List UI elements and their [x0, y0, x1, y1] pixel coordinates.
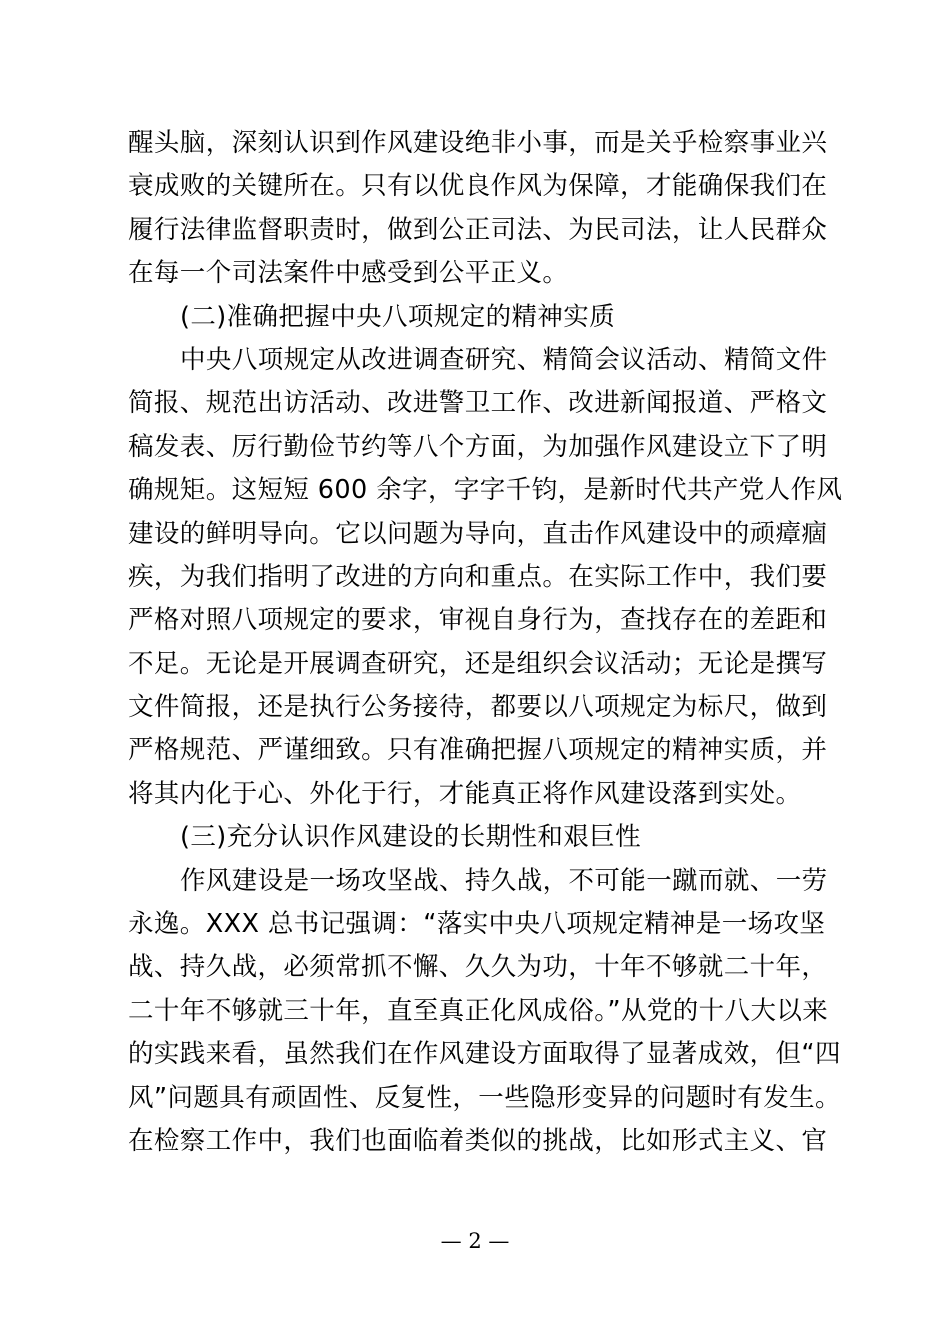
text-line: 确规矩。这短短 600 余字，字字千钧，是新时代共产党人作风 — [128, 475, 843, 506]
text-line: 将其内化于心、外化于行，才能真正将作风建设落到实处。 — [128, 778, 802, 809]
text-line: 文件简报，还是执行公务接待，都要以八项规定为标尺，做到 — [128, 692, 828, 723]
text-line: 二十年不够就三十年，直至真正化风成俗。”从党的十八大以来 — [128, 995, 829, 1026]
paragraph-first-line: 中央八项规定从改进调查研究、精简会议活动、精简文件 — [180, 344, 828, 375]
text-line: 醒头脑，深刻认识到作风建设绝非小事，而是关乎检察事业兴 — [128, 128, 828, 158]
text-line: 不足。无论是开展调查研究，还是组织会议活动；无论是撰写 — [128, 648, 828, 679]
text-line: 简报、规范出访活动、改进警卫工作、改进新闻报道、严格文 — [128, 388, 828, 419]
body-text — [128, 122, 843, 1163]
text-line: 履行法律监督职责时，做到公正司法、为民司法，让人民群众 — [128, 214, 828, 245]
text-line: 稿发表、厉行勤俭节约等八个方面，为加强作风建设立下了明 — [128, 431, 828, 462]
text-line: 建设的鲜明导向。它以问题为导向，直击作风建设中的顽瘴痼 — [128, 518, 828, 549]
text-line: 风”问题具有顽固性、反复性，一些隐形变异的问题时有发生。 — [128, 1082, 841, 1113]
text-line: 在每一个司法案件中感受到公平正义。 — [128, 258, 569, 289]
text-line: 严格对照八项规定的要求，审视自身行为，查找存在的差距和 — [128, 605, 828, 636]
paragraph-first-line: 作风建设是一场攻坚战、持久战，不可能一蹴而就、一劳 — [180, 865, 828, 896]
text-line: 战、持久战，必须常抓不懈、久久为功，十年不够就二十年， — [128, 952, 828, 983]
text-line: 在检察工作中，我们也面临着类似的挑战，比如形式主义、官 — [128, 1125, 828, 1156]
text-line: 疾，为我们指明了改进的方向和重点。在实际工作中，我们要 — [128, 561, 828, 592]
text-line: 的实践来看，虽然我们在作风建设方面取得了显著成效，但“四 — [128, 1039, 841, 1070]
text-line: 永逸。XXX 总书记强调：“落实中央八项规定精神是一场攻坚 — [128, 909, 826, 940]
text-line: 严格规范、严谨细致。只有准确把握八项规定的精神实质，并 — [128, 735, 828, 766]
section-heading: (二)准确把握中央八项规定的精神实质 — [180, 301, 616, 332]
page-number: — 2 — — [440, 1229, 510, 1253]
section-heading: (三)充分认识作风建设的长期性和艰巨性 — [180, 822, 641, 853]
text-line: 衰成败的关键所在。只有以优良作风为保障，才能确保我们在 — [128, 171, 828, 202]
